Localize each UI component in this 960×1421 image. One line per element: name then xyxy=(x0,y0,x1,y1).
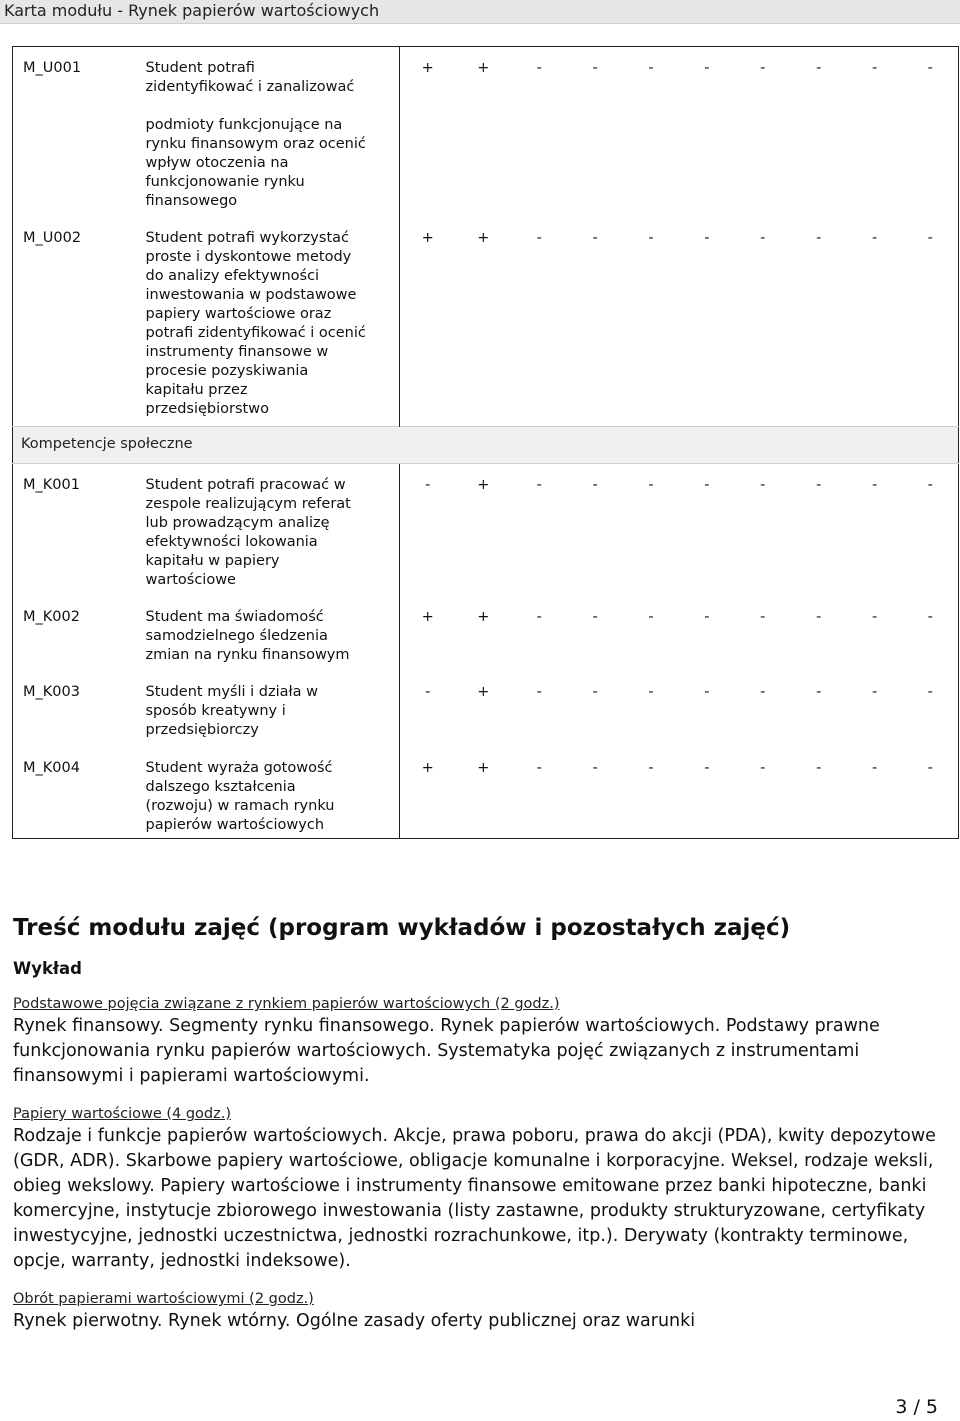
effect-mark: + xyxy=(400,596,456,671)
effect-mark: - xyxy=(760,759,766,776)
outcome-row xyxy=(13,596,959,671)
module-content xyxy=(13,912,948,1334)
outcome-description: Student myśli i działa w sposób kreatywny i przedsiębiorczy xyxy=(145,683,318,738)
outcome-row xyxy=(13,464,959,596)
outcome-code: M_K004 xyxy=(23,759,80,776)
effect-mark: + xyxy=(477,60,490,76)
outcome-description: Student wyraża gotowość dalszego kształcenia (rozwoju) w ramach rynku papierów wartościowych xyxy=(145,759,335,833)
outcome-description: Student potrafi pracować w zespole realizującym referat lub prowadzącym analizę efektywności lokowania kapitału w papiery wartościowe xyxy=(145,477,351,588)
page-number: 3 / 5 xyxy=(895,1396,938,1418)
lecture-subheading: Wykład xyxy=(13,959,82,978)
effect-mark: - xyxy=(648,229,654,246)
effect-mark: - xyxy=(927,60,933,76)
topic-title: Obrót papierami wartościowymi (2 godz.) xyxy=(13,1291,314,1307)
topic-text: Rynek finansowy. Segmenty rynku finansowego. Rynek papierów wartościowych. Podstawy prawne funkcjonowania rynku papierów wartościowych. Systematyka pojęć związanych z instrumentami finansowymi i papierami wartościowymi. xyxy=(13,1016,880,1086)
effect-mark: - xyxy=(871,759,878,776)
effect-mark: + xyxy=(477,608,490,625)
effect-mark: - xyxy=(927,683,933,700)
outcome-code: M_U002 xyxy=(23,229,82,246)
effect-mark: + xyxy=(477,229,490,246)
learning-outcomes-table xyxy=(12,46,959,839)
outcome-description: Student ma świadomość samodzielnego śledzenia zmian na rynku finansowym xyxy=(145,608,350,663)
effect-mark: - xyxy=(536,608,542,625)
window-title: Karta modułu - Rynek papierów wartościowych xyxy=(4,1,380,20)
topics-list xyxy=(13,995,948,1334)
effect-mark: - xyxy=(592,477,598,493)
outcome-code: M_K002 xyxy=(23,608,80,625)
effect-mark: + xyxy=(477,477,490,493)
effect-mark: - xyxy=(400,671,456,747)
outcome-description: Student potrafi wykorzystać proste i dyskontowe metody do analizy efektywności inwestowania w podstawowe papiery wartościowe oraz potrafi zidentyfikować i ocenić instrumenty finansowe w procesie pozyskiwania kapitału przez przedsiębiorstwo xyxy=(145,229,366,417)
content-heading: Treść modułu zajęć (program wykładów i pozostałych zajęć) xyxy=(13,915,791,941)
effect-mark: - xyxy=(648,477,654,493)
effect-mark: - xyxy=(816,60,822,76)
outcome-description: Student potrafi zidentyfikować i zanalizować podmioty funkcjonujące na rynku finansowym oraz ocenić wpływ otoczenia na funkcjonowanie rynku finansowego xyxy=(145,60,366,209)
effect-mark: - xyxy=(536,683,542,700)
effect-mark: - xyxy=(760,477,766,493)
outcome-code: M_K003 xyxy=(23,683,80,700)
outcome-description-cell xyxy=(138,596,400,671)
effect-mark: - xyxy=(704,60,710,76)
effect-mark: - xyxy=(592,608,598,625)
effect-mark: - xyxy=(927,759,933,776)
effect-mark: - xyxy=(760,683,766,700)
section-label: Kompetencje społeczne xyxy=(13,427,959,464)
outcome-description-cell xyxy=(138,217,400,427)
effect-mark: - xyxy=(760,229,766,246)
effect-mark: - xyxy=(592,60,598,76)
outcome-row xyxy=(13,747,959,839)
effect-mark: - xyxy=(927,229,933,246)
effect-mark: - xyxy=(648,683,654,700)
outcome-description-cell xyxy=(138,671,400,747)
effect-mark: - xyxy=(648,608,654,625)
outcome-description-cell xyxy=(138,47,400,217)
effect-mark: - xyxy=(704,759,710,776)
effect-mark: - xyxy=(536,477,542,493)
outcome-row xyxy=(13,47,959,217)
effect-mark: - xyxy=(400,464,456,596)
effect-mark: - xyxy=(871,229,878,246)
effect-mark: - xyxy=(536,60,542,76)
outcome-row xyxy=(13,671,959,747)
effect-mark: - xyxy=(648,759,654,776)
effect-mark: - xyxy=(592,683,598,700)
effect-mark: - xyxy=(648,60,654,76)
effect-mark: - xyxy=(704,229,710,246)
effect-mark: - xyxy=(816,608,822,625)
topic-title: Podstawowe pojęcia związane z rynkiem papierów wartościowych (2 godz.) xyxy=(13,996,560,1012)
effect-mark: - xyxy=(760,608,766,625)
effect-mark: - xyxy=(704,683,710,700)
outcome-description-cell xyxy=(138,464,400,596)
effect-mark: - xyxy=(536,229,542,246)
outcome-row xyxy=(13,217,959,427)
section-row xyxy=(13,427,959,464)
effect-mark: - xyxy=(871,608,878,625)
effect-mark: - xyxy=(871,60,878,76)
effect-mark: + xyxy=(400,217,456,427)
outcome-description-cell xyxy=(138,747,400,839)
effect-mark: - xyxy=(704,477,710,493)
topic-text: Rodzaje i funkcje papierów wartościowych. Akcje, prawa poboru, prawa do akcji (PDA), kwity depozytowe (GDR, ADR). Skarbowe papiery wartościowe, obligacje komunalne i korporacyjne. Weksel, rodzaje weksli, obieg wekslowy. Papiery wartościowe i instrumenty finansowe emitowane przez banki hipoteczne, banki komercyjne, instytucje zbiorowego inwestowania (listy zastawne, produkty strukturyzowane, certyfikaty inwestycyjne, jednostki uczestnictwa, jednostki rozrachunkowe, itp.). Derywaty (kontrakty terminowe, opcje, warranty, jednostki indeksowe). xyxy=(13,1126,936,1271)
topic-text: Rynek pierwotny. Rynek wtórny. Ogólne zasady oferty publicznej oraz warunki xyxy=(13,1311,696,1331)
effect-mark: - xyxy=(871,477,878,493)
effect-mark: - xyxy=(592,759,598,776)
window-titlebar xyxy=(0,0,960,24)
effect-mark: - xyxy=(592,229,598,246)
effect-mark: - xyxy=(816,683,822,700)
effect-mark: + xyxy=(477,759,490,776)
outcome-code: M_K001 xyxy=(23,477,80,493)
effect-mark: - xyxy=(704,608,710,625)
effect-mark: - xyxy=(536,759,542,776)
effect-mark: - xyxy=(871,683,878,700)
effect-mark: + xyxy=(477,683,490,700)
effect-mark: - xyxy=(816,477,822,493)
effect-mark: - xyxy=(816,759,822,776)
outcome-code: M_U001 xyxy=(23,60,82,76)
effect-mark: + xyxy=(400,747,456,839)
effect-mark: + xyxy=(400,47,456,217)
effect-mark: - xyxy=(927,477,933,493)
effect-mark: - xyxy=(927,608,933,625)
effect-mark: - xyxy=(760,60,766,76)
topic-title: Papiery wartościowe (4 godz.) xyxy=(13,1106,232,1122)
effect-mark: - xyxy=(816,229,822,246)
